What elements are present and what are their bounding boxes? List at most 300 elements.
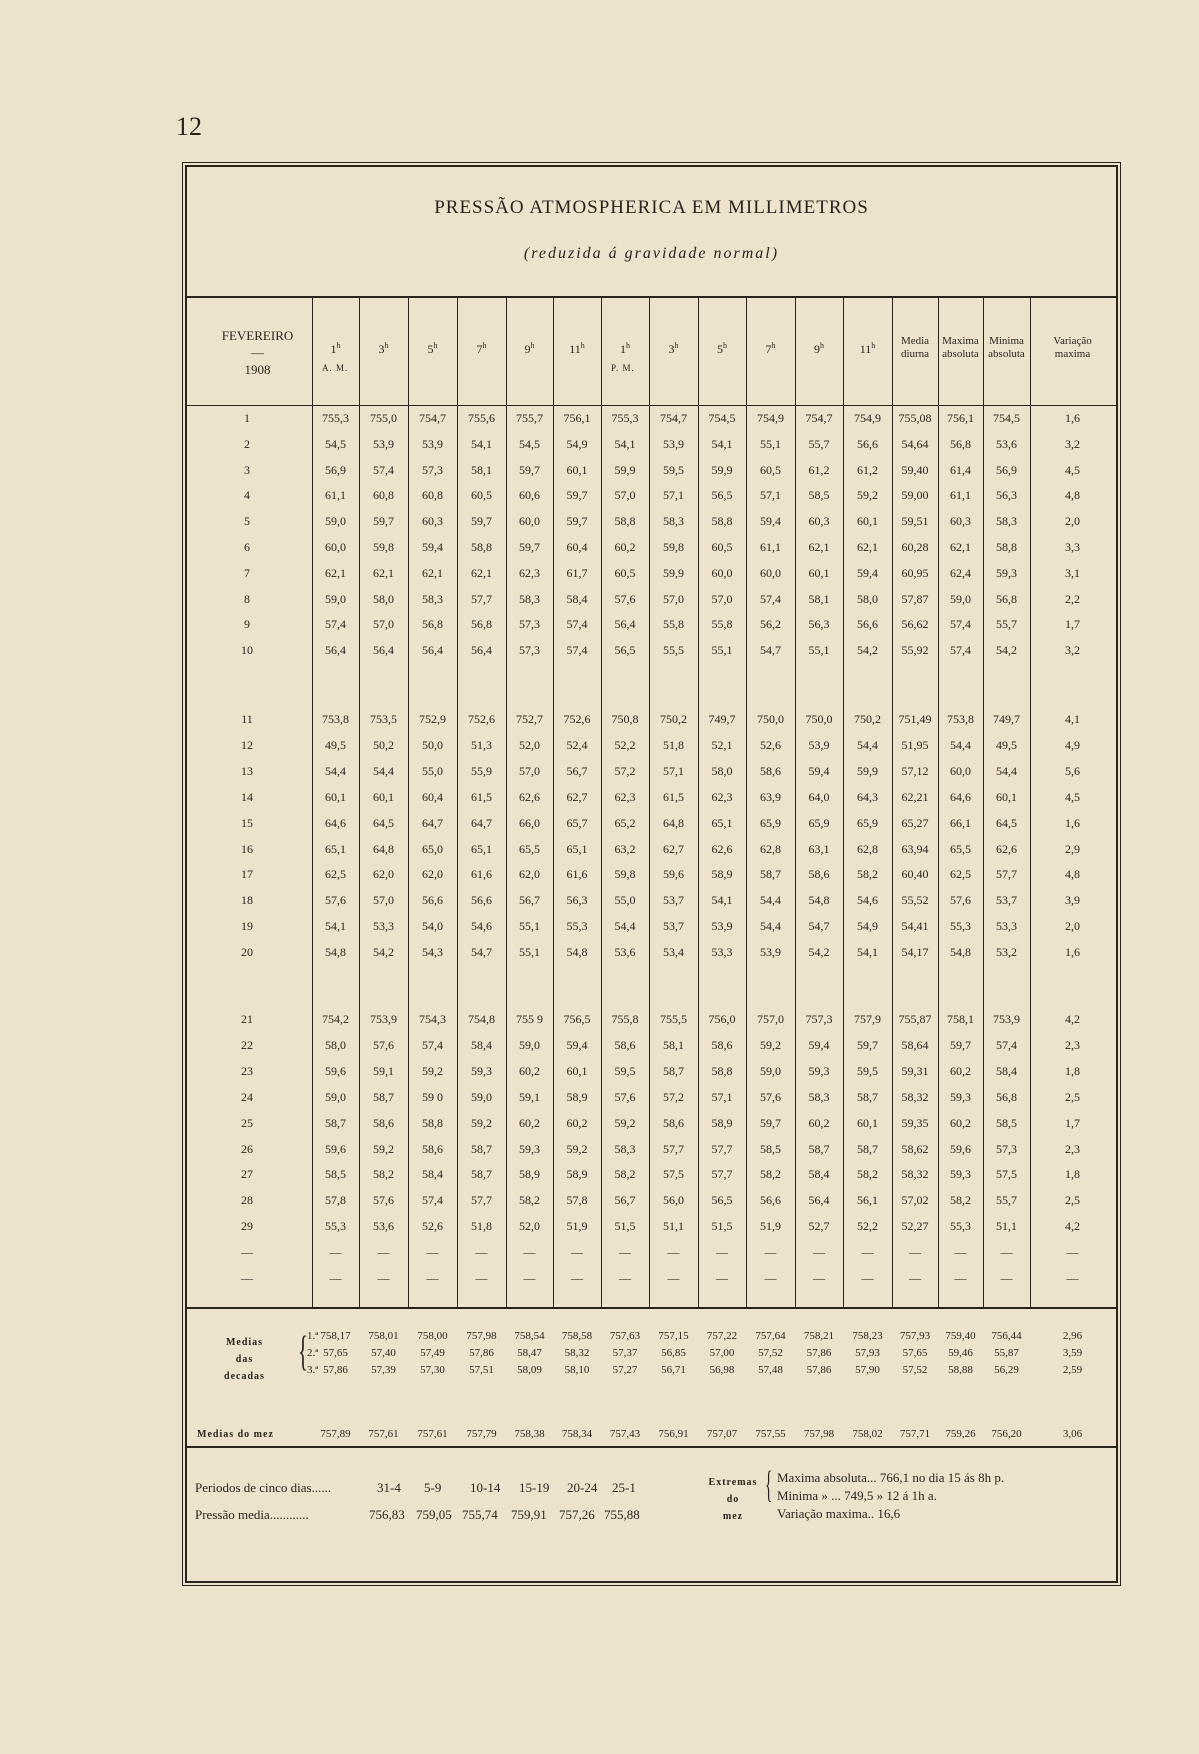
table-cell: 56,6 bbox=[471, 893, 492, 908]
decada-cell: 57,52 bbox=[758, 1347, 783, 1359]
table-cell: 58,7 bbox=[325, 1115, 346, 1130]
table-cell: 58,6 bbox=[711, 1037, 733, 1052]
dash-cell: — bbox=[764, 1271, 777, 1285]
decada-cell: 757,93 bbox=[899, 1330, 931, 1342]
table-cell: 4,5 bbox=[1065, 789, 1080, 804]
table-cell: 56,2 bbox=[760, 617, 781, 632]
table-cell: 59,3 bbox=[519, 1141, 540, 1156]
table-cell: 53,9 bbox=[663, 436, 684, 451]
table-cell: 2,2 bbox=[1065, 591, 1080, 606]
table-cell: 57,2 bbox=[614, 763, 636, 778]
table-cell: 59,35 bbox=[901, 1115, 929, 1130]
dash-cell: — bbox=[861, 1245, 874, 1259]
table-cell: 55,1 bbox=[711, 643, 733, 658]
table-cell: 58,0 bbox=[711, 763, 733, 778]
table-cell: 54,6 bbox=[857, 893, 878, 908]
table-cell: 57,4 bbox=[422, 1193, 443, 1208]
table-cell: 55,92 bbox=[901, 643, 929, 658]
day-label: 8 bbox=[244, 591, 250, 606]
table-cell: 58,32 bbox=[901, 1167, 929, 1182]
pressao-value: 759,91 bbox=[511, 1507, 547, 1522]
table-cell: 4,2 bbox=[1065, 1219, 1080, 1234]
table-cell: 59,0 bbox=[950, 591, 971, 606]
table-cell: 58,1 bbox=[808, 591, 830, 606]
table-cell: 59,3 bbox=[950, 1089, 971, 1104]
table-cell: 755,7 bbox=[516, 411, 543, 425]
table-cell: 55,1 bbox=[519, 945, 540, 960]
table-cell: 61,2 bbox=[808, 462, 830, 477]
table-cell: 57,02 bbox=[901, 1193, 929, 1208]
table-cell: 57,0 bbox=[663, 591, 684, 606]
decada-cell: 57,52 bbox=[902, 1364, 928, 1376]
table-cell: 54,4 bbox=[760, 919, 781, 934]
table-cell: 64,6 bbox=[325, 815, 346, 830]
table-cell: 54,1 bbox=[614, 436, 636, 451]
table-cell: 59,4 bbox=[422, 540, 443, 554]
table-cell: 56,6 bbox=[857, 436, 878, 451]
table-cell: 57,5 bbox=[663, 1167, 684, 1182]
table-cell: 58,32 bbox=[901, 1089, 929, 1104]
table-cell: 5,6 bbox=[1065, 763, 1080, 778]
dash-cell: — bbox=[241, 1245, 253, 1259]
table-cell: 60,95 bbox=[901, 565, 929, 580]
table-cell: 59,4 bbox=[808, 1037, 830, 1052]
table-cell: 65,1 bbox=[566, 841, 588, 856]
table-cell: 4,5 bbox=[1065, 462, 1080, 477]
table-cell: 58,6 bbox=[373, 1115, 394, 1130]
table-cell: 63,9 bbox=[760, 789, 781, 804]
table-cell: 59 0 bbox=[422, 1089, 443, 1104]
dash-cell: — bbox=[764, 1245, 777, 1259]
mez-cell: 757,71 bbox=[899, 1428, 931, 1440]
day-label: 26 bbox=[241, 1141, 253, 1156]
table-cell: 59,9 bbox=[614, 462, 636, 477]
table-cell: 54,2 bbox=[808, 945, 830, 960]
table-cell: 58,7 bbox=[808, 1141, 830, 1156]
table-cell: 59,0 bbox=[760, 1063, 781, 1078]
table-cell: 59,31 bbox=[901, 1063, 929, 1078]
table-cell: 55,52 bbox=[901, 893, 929, 908]
table-cell: 57,7 bbox=[663, 1141, 684, 1156]
table-cell: 60,1 bbox=[373, 789, 394, 804]
decada-cell: 57,90 bbox=[855, 1364, 880, 1376]
table-cell: 60,2 bbox=[808, 1115, 830, 1130]
table-cell: 59,2 bbox=[373, 1141, 394, 1156]
table-cell: 62,6 bbox=[996, 841, 1017, 856]
table-cell: 60,8 bbox=[373, 488, 394, 503]
day-label: 25 bbox=[241, 1115, 253, 1130]
table-cell: 754,7 bbox=[419, 411, 446, 425]
table-cell: 58,3 bbox=[808, 1089, 830, 1104]
table-cell: 62,5 bbox=[325, 867, 346, 882]
table-cell: 54,8 bbox=[325, 945, 346, 960]
dash-cell: — bbox=[954, 1245, 967, 1259]
table-cell: 2,3 bbox=[1065, 1141, 1080, 1156]
table-cell: 4,2 bbox=[1065, 1012, 1080, 1026]
table-cell: 55,1 bbox=[519, 919, 540, 934]
table-cell: 61,6 bbox=[471, 867, 492, 882]
table-cell: 60,1 bbox=[566, 462, 588, 477]
table-cell: 56,9 bbox=[996, 462, 1017, 477]
table-cell: 58,7 bbox=[663, 1063, 684, 1078]
table-cell: 60,2 bbox=[614, 540, 636, 554]
decada-cell: 758,17 bbox=[320, 1330, 351, 1342]
table-cell: 60,2 bbox=[566, 1115, 588, 1130]
table-cell: 53,4 bbox=[663, 945, 684, 960]
table-cell: 57,4 bbox=[760, 591, 781, 606]
table-cell: 758,1 bbox=[947, 1012, 974, 1026]
table-cell: 57,5 bbox=[996, 1167, 1017, 1182]
table-cell: 57,6 bbox=[373, 1037, 394, 1052]
table-cell: 53,9 bbox=[808, 737, 830, 752]
table-cell: 61,5 bbox=[471, 789, 492, 804]
table-cell: 60,3 bbox=[950, 514, 971, 529]
table-cell: 58,64 bbox=[901, 1037, 929, 1052]
table-cell: 53,6 bbox=[373, 1219, 394, 1234]
table-cell: 57,7 bbox=[711, 1167, 733, 1182]
table-cell: 60,4 bbox=[422, 789, 443, 804]
table-cell: 62,4 bbox=[950, 565, 971, 580]
table-cell: 50,0 bbox=[422, 737, 443, 752]
table-cell: 58,2 bbox=[373, 1167, 394, 1182]
table-cell: 58,9 bbox=[711, 1115, 733, 1130]
table-cell: 55,0 bbox=[422, 763, 443, 778]
table-cell: 753,8 bbox=[322, 712, 349, 726]
table-cell: 56,0 bbox=[663, 1193, 684, 1208]
table-cell: 56,8 bbox=[996, 1089, 1017, 1104]
table-cell: 59,6 bbox=[325, 1141, 346, 1156]
table-cell: 59,5 bbox=[614, 1063, 636, 1078]
mez-cell: 757,61 bbox=[368, 1428, 399, 1440]
mez-cell: 758,02 bbox=[852, 1428, 883, 1440]
table-cell: 54,2 bbox=[996, 643, 1017, 658]
table-cell: 52,27 bbox=[901, 1219, 929, 1234]
table-cell: 52,4 bbox=[566, 737, 588, 752]
month-year: 1908 bbox=[244, 362, 271, 377]
table-cell: 59,6 bbox=[325, 1063, 346, 1078]
day-label: 1 bbox=[244, 411, 250, 425]
periodo-value: 25-1 bbox=[612, 1480, 636, 1495]
decadas-label: Medias das decadas bbox=[224, 1337, 265, 1382]
table-cell: 54,4 bbox=[614, 919, 636, 934]
mez-cell: 757,43 bbox=[609, 1428, 641, 1440]
pressao-label: Pressão media............ bbox=[195, 1507, 309, 1522]
periodos-label: Periodos de cinco dias...... bbox=[195, 1480, 332, 1495]
table-cell: 55,9 bbox=[471, 763, 492, 778]
dash-cell: — bbox=[523, 1245, 536, 1259]
table-cell: 65,7 bbox=[566, 815, 588, 830]
extremas-label: Extremas do mez bbox=[708, 1477, 758, 1522]
table-cell: 64,7 bbox=[422, 815, 443, 830]
table-cell: 2,5 bbox=[1065, 1089, 1080, 1104]
table-cell: 755,3 bbox=[322, 411, 349, 425]
table-cell: 755,8 bbox=[611, 1012, 639, 1026]
table-cell: 59,0 bbox=[325, 591, 346, 606]
decada-cell: 58,88 bbox=[948, 1364, 973, 1376]
table-cell: 52,7 bbox=[808, 1219, 830, 1234]
decada-ordinal: 2.ª bbox=[307, 1347, 319, 1359]
table-cell: 56,3 bbox=[808, 617, 830, 632]
table-cell: 54,8 bbox=[808, 893, 830, 908]
table-cell: 59,0 bbox=[519, 1037, 540, 1052]
table-cell: 754,7 bbox=[805, 411, 833, 425]
table-cell: 59,9 bbox=[857, 763, 878, 778]
table-cell: 49,5 bbox=[996, 737, 1017, 752]
table-cell: 56,5 bbox=[711, 1193, 733, 1208]
pm-label: P. M. bbox=[611, 363, 635, 373]
table-cell: 62,8 bbox=[857, 841, 878, 856]
table-cell: 58,3 bbox=[519, 591, 540, 606]
table-cell: 51,8 bbox=[471, 1219, 492, 1234]
table-cell: 57,4 bbox=[566, 617, 588, 632]
hour-header: 5$^h$ bbox=[427, 341, 438, 356]
table-cell: 58,6 bbox=[422, 1141, 443, 1156]
table-cell: 58,7 bbox=[857, 1141, 878, 1156]
day-label: 4 bbox=[244, 488, 250, 503]
table-cell: 62,1 bbox=[808, 540, 830, 554]
table-cell: 55,3 bbox=[325, 1219, 346, 1234]
table-cell: 59,3 bbox=[471, 1063, 492, 1078]
decada-cell: 56,98 bbox=[709, 1364, 735, 1376]
table-cell: 58,6 bbox=[614, 1037, 636, 1052]
decada-cell: 56,71 bbox=[661, 1364, 686, 1376]
decada-cell: 758,01 bbox=[368, 1330, 399, 1342]
table-cell: 59,2 bbox=[857, 488, 878, 503]
table-cell: 58,6 bbox=[808, 867, 830, 882]
dash-cell: — bbox=[377, 1271, 390, 1285]
decada-cell: 759,40 bbox=[945, 1330, 976, 1342]
table-cell: 57,1 bbox=[760, 488, 781, 503]
brace-icon: { bbox=[765, 1464, 773, 1506]
table-cell: 60,4 bbox=[566, 540, 588, 554]
table-cell: 56,8 bbox=[422, 617, 443, 632]
table-cell: 59,7 bbox=[760, 1115, 781, 1130]
table-cell: 752,9 bbox=[419, 712, 446, 726]
dash-cell: — bbox=[861, 1271, 874, 1285]
table-cell: 59,5 bbox=[857, 1063, 878, 1078]
table-cell: 54,5 bbox=[519, 436, 540, 451]
table-cell: 58,2 bbox=[857, 867, 878, 882]
table-cell: 62,1 bbox=[857, 540, 878, 554]
periodo-value: 31-4 bbox=[377, 1480, 401, 1495]
table-cell: 56,3 bbox=[996, 488, 1017, 503]
table-cell: 59,4 bbox=[857, 565, 878, 580]
day-label: 15 bbox=[241, 815, 253, 830]
table-cell: 53,3 bbox=[996, 919, 1017, 934]
table-cell: 58,8 bbox=[711, 514, 733, 529]
table-cell: 59,6 bbox=[663, 867, 684, 882]
table-cell: 58,7 bbox=[373, 1089, 394, 1104]
table-cell: 57,6 bbox=[614, 591, 636, 606]
table-cell: 55,7 bbox=[808, 436, 830, 451]
table-cell: 61,1 bbox=[760, 540, 781, 554]
table-cell: 52,2 bbox=[857, 1219, 878, 1234]
table-cell: 58,2 bbox=[857, 1167, 878, 1182]
table-cell: 51,5 bbox=[711, 1219, 733, 1234]
table-cell: 63,2 bbox=[614, 841, 636, 856]
mez-cell: 756,91 bbox=[658, 1428, 689, 1440]
table-cell: 58,9 bbox=[566, 1089, 588, 1104]
table-cell: 1,6 bbox=[1065, 815, 1080, 830]
table-cell: 2,0 bbox=[1065, 514, 1080, 529]
variacao-header: Variação maxima bbox=[1053, 335, 1092, 360]
day-label: 9 bbox=[244, 617, 250, 632]
day-label: 29 bbox=[241, 1219, 253, 1234]
table-cell: 58,5 bbox=[325, 1167, 346, 1182]
extremas-max: Maxima absoluta... 766,1 no dia 15 ás 8h p. bbox=[777, 1470, 1005, 1485]
table-cell: 58,7 bbox=[760, 867, 781, 882]
footer-line bbox=[187, 1446, 1116, 1448]
table-cell: 58,2 bbox=[614, 1167, 636, 1182]
table-cell: 61,6 bbox=[566, 867, 588, 882]
table-cell: 53,9 bbox=[373, 436, 394, 451]
table-cell: 59,8 bbox=[373, 540, 394, 554]
table-cell: 54,5 bbox=[325, 436, 346, 451]
table-cell: 58,2 bbox=[519, 1193, 540, 1208]
table-cell: 60,0 bbox=[950, 763, 971, 778]
table-cell: 63,94 bbox=[901, 841, 929, 856]
table-cell: 64,8 bbox=[663, 815, 684, 830]
table-cell: 57,1 bbox=[663, 763, 684, 778]
table-cell: 52,6 bbox=[760, 737, 781, 752]
table-cell: 56,7 bbox=[614, 1193, 636, 1208]
decada-cell: 758,21 bbox=[803, 1330, 835, 1342]
table-cell: 62,6 bbox=[519, 789, 540, 804]
table-cell: 57,4 bbox=[950, 617, 971, 632]
table-cell: 51,95 bbox=[901, 737, 929, 752]
decada-cell: 2,96 bbox=[1062, 1330, 1083, 1342]
table-cell: 753,8 bbox=[947, 712, 974, 726]
table-cell: 58,5 bbox=[808, 488, 830, 503]
dash-cell: — bbox=[426, 1271, 439, 1285]
table-cell: 66,1 bbox=[950, 815, 971, 830]
table-cell: 57,8 bbox=[566, 1193, 588, 1208]
table-cell: 750,0 bbox=[757, 712, 784, 726]
pressao-value: 756,83 bbox=[369, 1507, 405, 1522]
table-cell: 60,0 bbox=[519, 514, 540, 529]
mez-cell: 758,38 bbox=[514, 1428, 545, 1440]
table-cell: 58,9 bbox=[711, 867, 733, 882]
decada-cell: 757,98 bbox=[466, 1330, 497, 1342]
table-cell: 58,3 bbox=[422, 591, 443, 606]
table-cell: 60,2 bbox=[950, 1063, 971, 1078]
table-cell: 51,8 bbox=[663, 737, 684, 752]
table-cell: 59,3 bbox=[808, 1063, 830, 1078]
table-cell: 53,9 bbox=[760, 945, 781, 960]
table-cell: 65,1 bbox=[325, 841, 346, 856]
table-cell: 62,0 bbox=[519, 867, 540, 882]
table-cell: 59,4 bbox=[760, 514, 781, 529]
table-cell: 58,62 bbox=[901, 1141, 929, 1156]
day-label: 6 bbox=[244, 540, 250, 554]
table-cell: 60,2 bbox=[950, 1115, 971, 1130]
table-cell: 53,2 bbox=[996, 945, 1017, 960]
table-cell: 1,7 bbox=[1065, 1115, 1080, 1130]
dash-cell: — bbox=[716, 1245, 728, 1259]
table-cell: 52,1 bbox=[711, 737, 733, 752]
table-cell: 56,8 bbox=[950, 436, 971, 451]
table-cell: 62,3 bbox=[614, 789, 636, 804]
table-cell: 1,8 bbox=[1065, 1063, 1080, 1078]
table-cell: 57,8 bbox=[325, 1193, 346, 1208]
decada-cell: 58,10 bbox=[564, 1364, 590, 1376]
hour-header: 7$^h$ bbox=[476, 341, 487, 356]
table-cell: 54,9 bbox=[857, 919, 878, 934]
table-cell: 60,2 bbox=[519, 1115, 540, 1130]
table-cell: 53,7 bbox=[663, 919, 684, 934]
table-cell: 59,5 bbox=[663, 462, 684, 477]
table-cell: 54,9 bbox=[566, 436, 588, 451]
table-cell: 59,51 bbox=[901, 514, 929, 529]
day-label: 19 bbox=[241, 919, 253, 934]
table-cell: 62,1 bbox=[325, 565, 346, 580]
table-cell: 1,8 bbox=[1065, 1167, 1080, 1182]
table-cell: 56,8 bbox=[471, 617, 492, 632]
table-cell: 55,3 bbox=[566, 919, 588, 934]
table-cell: 757,3 bbox=[805, 1012, 833, 1026]
hour-header: 7$^h$ bbox=[765, 341, 776, 356]
dash-cell: — bbox=[377, 1245, 390, 1259]
table-cell: 4,1 bbox=[1065, 712, 1080, 726]
table-cell: 53,3 bbox=[711, 945, 733, 960]
table-title: PRESSÃO ATMOSPHERICA EM MILLIMETROS bbox=[434, 197, 869, 218]
dash-cell: — bbox=[329, 1245, 342, 1259]
table-cell: 57,4 bbox=[325, 617, 346, 632]
table-cell: 58,7 bbox=[857, 1089, 878, 1104]
mez-cell: 757,89 bbox=[320, 1428, 351, 1440]
table-cell: 65,9 bbox=[808, 815, 830, 830]
table-cell: 59,00 bbox=[901, 488, 929, 503]
table-cell: 62,6 bbox=[711, 841, 733, 856]
table-cell: 59,7 bbox=[519, 540, 540, 554]
table-cell: 64,6 bbox=[950, 789, 971, 804]
table-cell: 60,1 bbox=[808, 565, 830, 580]
table-cell: 59,7 bbox=[857, 1037, 878, 1052]
table-cell: 51,1 bbox=[996, 1219, 1017, 1234]
table-cell: 58,9 bbox=[519, 1167, 540, 1182]
table-cell: 58,0 bbox=[857, 591, 878, 606]
table-cell: 60,5 bbox=[760, 462, 781, 477]
table-cell: 59,9 bbox=[711, 462, 733, 477]
table-cell: 56,5 bbox=[614, 643, 636, 658]
table-cell: 64,7 bbox=[471, 815, 492, 830]
dash-cell: — bbox=[571, 1245, 583, 1259]
periodo-value: 20-24 bbox=[567, 1480, 598, 1495]
header-line bbox=[187, 405, 1116, 406]
day-label: 28 bbox=[241, 1193, 253, 1208]
table-cell: 59,2 bbox=[422, 1063, 443, 1078]
day-label: 3 bbox=[244, 462, 250, 477]
table-cell: 1,6 bbox=[1065, 411, 1080, 425]
decada-cell: 757,15 bbox=[658, 1330, 689, 1342]
table-cell: 55,3 bbox=[950, 1219, 971, 1234]
table-cell: 57,0 bbox=[711, 591, 733, 606]
dash-cell: — bbox=[909, 1271, 921, 1285]
table-cell: 754,3 bbox=[419, 1012, 446, 1026]
table-cell: 756,0 bbox=[708, 1012, 736, 1026]
pressao-value: 757,26 bbox=[559, 1507, 595, 1522]
table-cell: 54,4 bbox=[373, 763, 394, 778]
table-cell: 57,87 bbox=[901, 591, 929, 606]
table-cell: 59,0 bbox=[325, 514, 346, 529]
table-cell: 61,4 bbox=[950, 462, 971, 477]
table-cell: 54,8 bbox=[950, 945, 971, 960]
table-cell: 62,3 bbox=[519, 565, 540, 580]
table-cell: 59,4 bbox=[808, 763, 830, 778]
table-cell: 54,2 bbox=[857, 643, 878, 658]
table-cell: 55,0 bbox=[614, 893, 636, 908]
table-cell: 59,7 bbox=[519, 462, 540, 477]
